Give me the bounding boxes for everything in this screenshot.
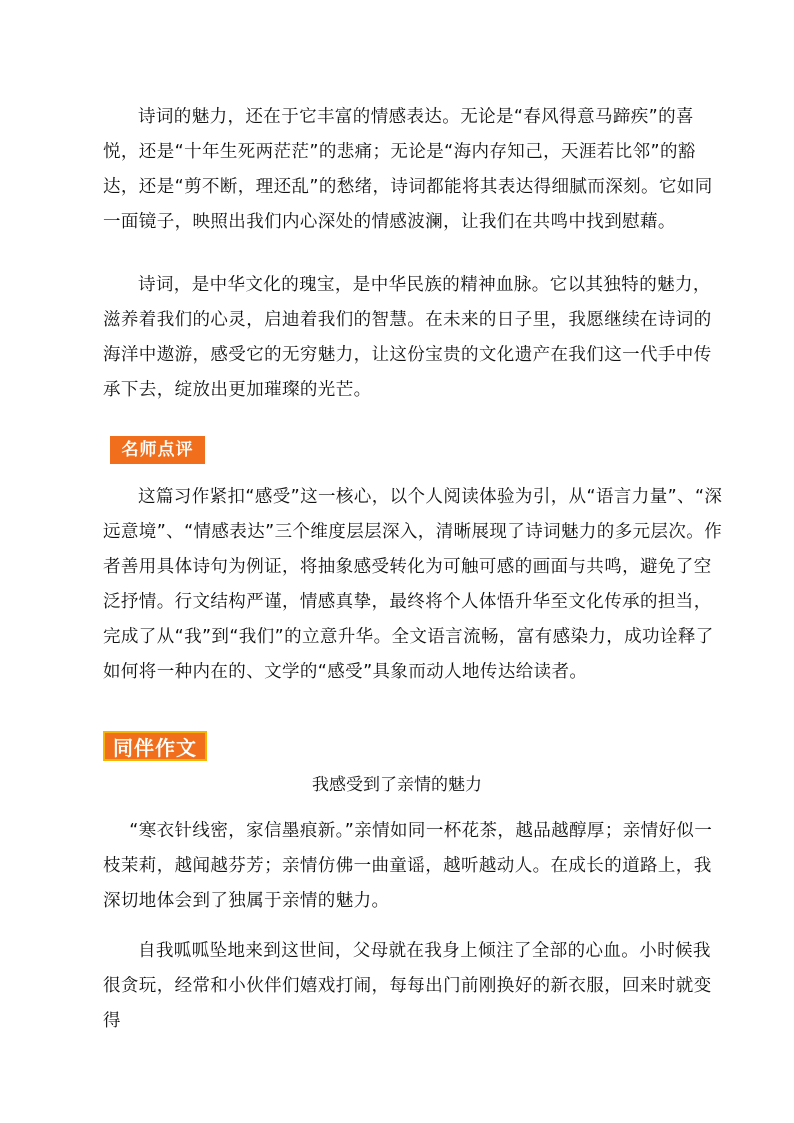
peer-essay-paragraph-2 [103, 934, 723, 1039]
paragraph-text: 诗词，是中华文化的瑰宝，是中华民族的精神血脉。它以其独特的魅力，滋养着我们的心灵，启迪着我们的智慧。在未来的日子里，我愿继续在诗词的海洋中遨游，感受它的无穷魅力，让这份宝贵的文化遗产在我们这一代手中传承下去，绽放出更加璀璨的光芒。 [103, 275, 712, 400]
poetry-conclusion-paragraph [103, 268, 723, 408]
paragraph-text: 自我呱呱坠地来到这世间，父母就在我身上倾注了全部的心血。小时候我很贪玩，经常和小伙伴们嬉戏打闹，每每出门前刚换好的新衣服，回来时就变得 [103, 941, 712, 1031]
teacher-review-paragraph [103, 480, 723, 690]
paragraph-text: “寒衣针线密，家信墨痕新。”亲情如同一杯花茶，越品越醇厚；亲情好似一枝茉莉，越闻越芬芳；亲情仿佛一曲童谣，越听越动人。在成长的道路上，我深切地体会到了独属于亲情的魅力。 [103, 821, 713, 911]
peer-essay-paragraph-1 [103, 814, 723, 919]
teacher-review-badge: 名师点评 [110, 436, 205, 464]
review-text: 这篇习作紧扣“感受”这一核心，以个人阅读体验为引，从“语言力量”、“深远意境”、“情感表达”三个维度层层深入，清晰展现了诗词魅力的多元层次。作者善用具体诗句为例证，将抽象感受转化为可触可感的画面与共鸣，避免了空泛抒情。行文结构严谨，情感真挚，最终将个人体悟升华至文化传承的担当，完成了从“我”到“我们”的立意升华。全文语言流畅，富有感染力，成功诠释了如何将一种内在的、文学的“感受”具象而动人地传达给读者。 [103, 487, 723, 682]
peer-essay-badge: 同伴作文 [103, 731, 207, 761]
peer-essay-title: 我感受到了亲情的魅力 [312, 775, 482, 795]
paragraph-text: 诗词的魅力，还在于它丰富的情感表达。无论是“春风得意马蹄疾”的喜悦，还是“十年生死两茫茫”的悲痛；无论是“海内存知己，天涯若比邻”的豁达，还是“剪不断，理还乱”的愁绪，诗词都能将其表达得细腻而深刻。它如同一面镜子，映照出我们内心深处的情感波澜，让我们在共鸣中找到慰藉。 [103, 107, 713, 232]
poetry-emotion-paragraph [103, 100, 723, 240]
